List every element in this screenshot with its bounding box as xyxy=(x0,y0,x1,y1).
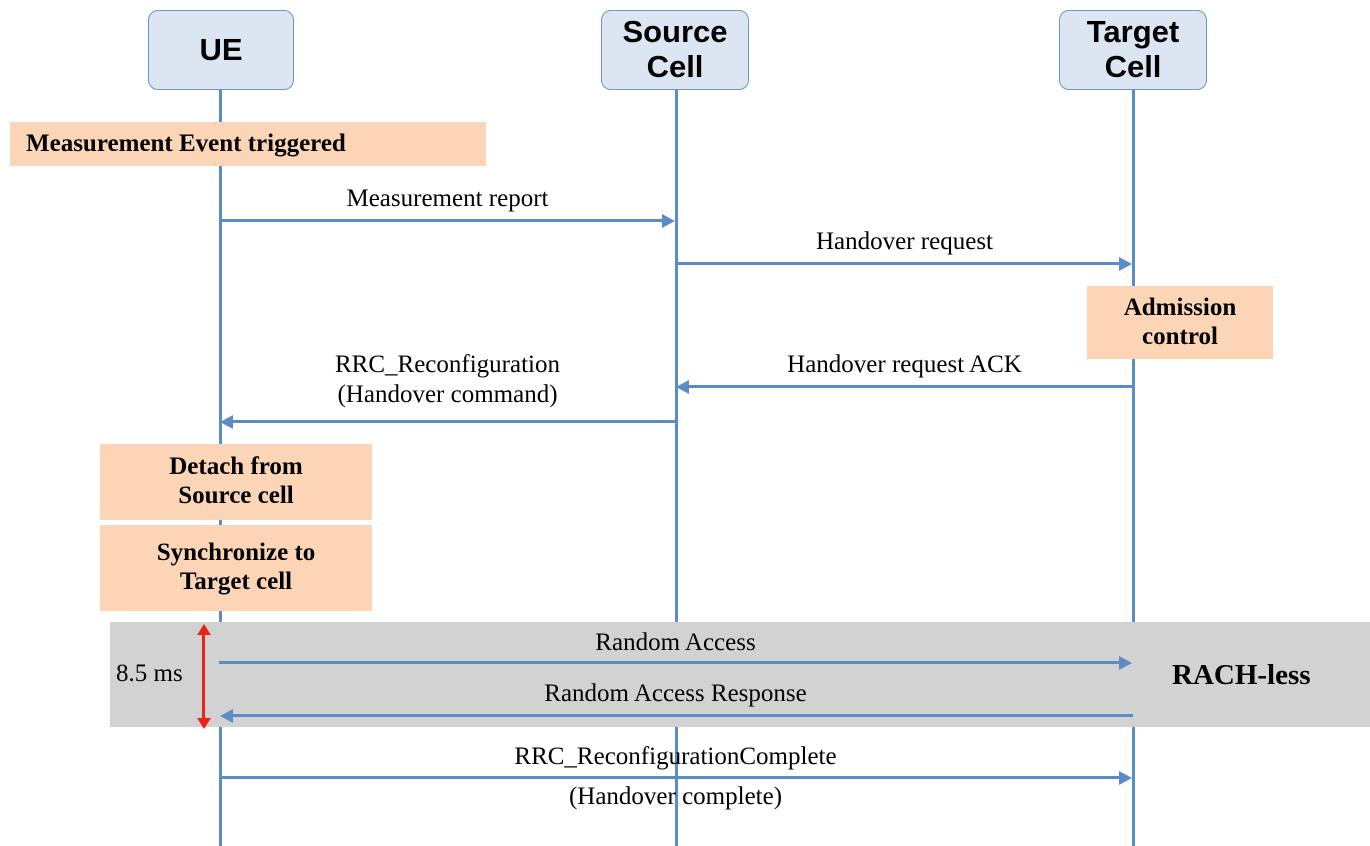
message-label-rrc-reconfiguration-complete-line1: RRC_ReconfigurationComplete xyxy=(514,743,837,770)
lifeline-header-ue-label: UE xyxy=(199,31,243,67)
timing-indicator-label-text: 8.5 ms xyxy=(116,660,183,687)
note-measurement-event-label: Measurement Event triggered xyxy=(26,129,346,157)
message-label-handover-request-ack-text: Handover request ACK xyxy=(787,351,1022,378)
message-label-rrc-reconfiguration-complete xyxy=(219,742,1132,772)
message-label-measurement-report-text: Measurement report xyxy=(346,185,549,212)
message-arrow-handover-request xyxy=(676,262,1121,265)
lifeline-target-cell xyxy=(1132,88,1135,846)
message-label-measurement-report xyxy=(219,184,676,214)
note-admission-control-line1: Admission xyxy=(1123,293,1237,321)
note-detach-source-cell-line2: Source cell xyxy=(178,482,294,509)
message-label-handover-request-text: Handover request xyxy=(815,228,993,255)
message-label-random-access-response xyxy=(219,679,1132,709)
message-label-rrc-reconfiguration-complete-line2: (Handover complete) xyxy=(568,783,783,810)
message-arrow-measurement-report xyxy=(219,219,664,222)
message-label-rrc-reconfiguration-line2: (Handover command) xyxy=(337,380,558,408)
lifeline-header-source-cell-line1: Source xyxy=(622,14,728,50)
lifeline-header-source-cell-line2: Cell xyxy=(646,49,704,84)
message-arrow-handover-request-ack xyxy=(687,385,1133,388)
lifeline-header-target-cell-line2: Cell xyxy=(1104,49,1162,84)
note-detach-source-cell-line1: Detach from xyxy=(169,453,303,481)
note-admission-control xyxy=(1087,286,1273,359)
note-measurement-event xyxy=(10,122,486,166)
message-label-handover-request-ack xyxy=(676,350,1133,380)
note-synchronize-target-cell-line1: Synchronize to xyxy=(156,539,316,567)
note-synchronize-target-cell-line2: Target cell xyxy=(179,568,293,595)
message-arrow-random-access-response xyxy=(231,714,1133,717)
lifeline-header-target-cell-line1: Target xyxy=(1086,14,1180,50)
timing-indicator-label xyxy=(116,660,183,688)
rach-less-band-label-text: RACH-less xyxy=(1172,658,1311,691)
message-arrow-random-access xyxy=(219,661,1121,664)
note-synchronize-target-cell xyxy=(100,525,372,611)
rach-less-band-label xyxy=(1172,655,1370,695)
lifeline-header-ue xyxy=(148,10,294,90)
message-arrow-rrc-reconfiguration-complete xyxy=(219,776,1121,779)
message-sublabel-rrc-reconfiguration-complete xyxy=(219,782,1132,812)
message-label-rrc-reconfiguration xyxy=(219,350,676,409)
lifeline-header-source-cell xyxy=(601,10,749,90)
message-label-random-access-text: Random Access xyxy=(595,629,756,656)
note-detach-source-cell xyxy=(100,444,372,520)
message-label-rrc-reconfiguration-line1: RRC_Reconfiguration xyxy=(335,351,560,378)
message-arrow-rrc-reconfiguration xyxy=(231,420,677,423)
timing-indicator-arrow xyxy=(202,634,205,719)
message-label-handover-request xyxy=(676,227,1133,257)
message-label-random-access-response-text: Random Access Response xyxy=(544,680,807,707)
message-label-random-access xyxy=(219,628,1132,658)
lifeline-header-target-cell xyxy=(1059,10,1207,90)
note-admission-control-line2: control xyxy=(1142,322,1218,350)
